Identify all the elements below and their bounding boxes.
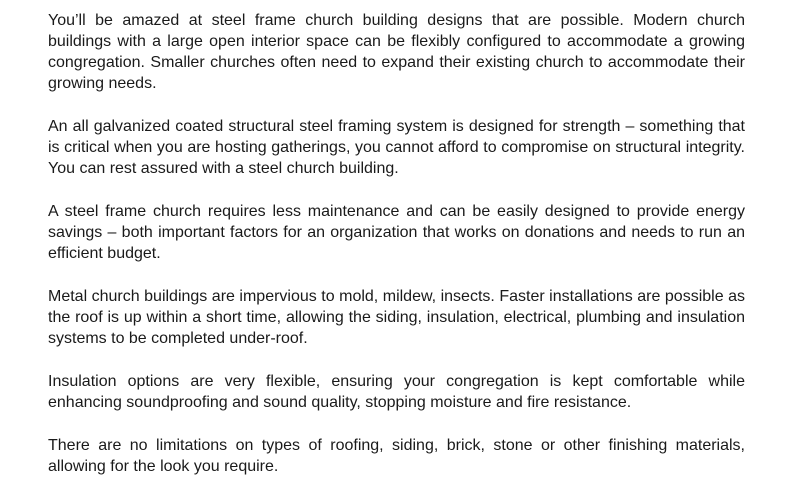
article-body (48, 10, 745, 477)
paragraph-structural-strength: An all galvanized coated structural steel framing system is designed for strength – something that is critical when you are hosting gatherings, you cannot afford to compromise on structural integrity. You can rest assured with a steel church building. (48, 118, 745, 177)
paragraph-intro: You’ll be amazed at steel frame church building designs that are possible. Modern church buildings with a large open interior space can be flexibly configured to accommodate a growing congregation. Smaller churches often need to expand their existing church to accommodate their growing needs. (48, 12, 745, 92)
paragraph-durability-installation: Metal church buildings are impervious to mold, mildew, insects. Faster installations are possible as the roof is up within a short time, allowing the siding, insulation, electrical, plumbing and insulation systems to be completed under-roof. (48, 288, 745, 347)
paragraph-maintenance-savings: A steel frame church requires less maintenance and can be easily designed to provide energy savings – both important factors for an organization that works on donations and needs to run an efficient budget. (48, 203, 745, 262)
paragraph-finishing-materials: There are no limitations on types of roofing, siding, brick, stone or other finishing materials, allowing for the look you require. (48, 437, 745, 475)
paragraph-insulation-options: Insulation options are very flexible, ensuring your congregation is kept comfortable while enhancing soundproofing and sound quality, stopping moisture and fire resistance. (48, 373, 745, 411)
